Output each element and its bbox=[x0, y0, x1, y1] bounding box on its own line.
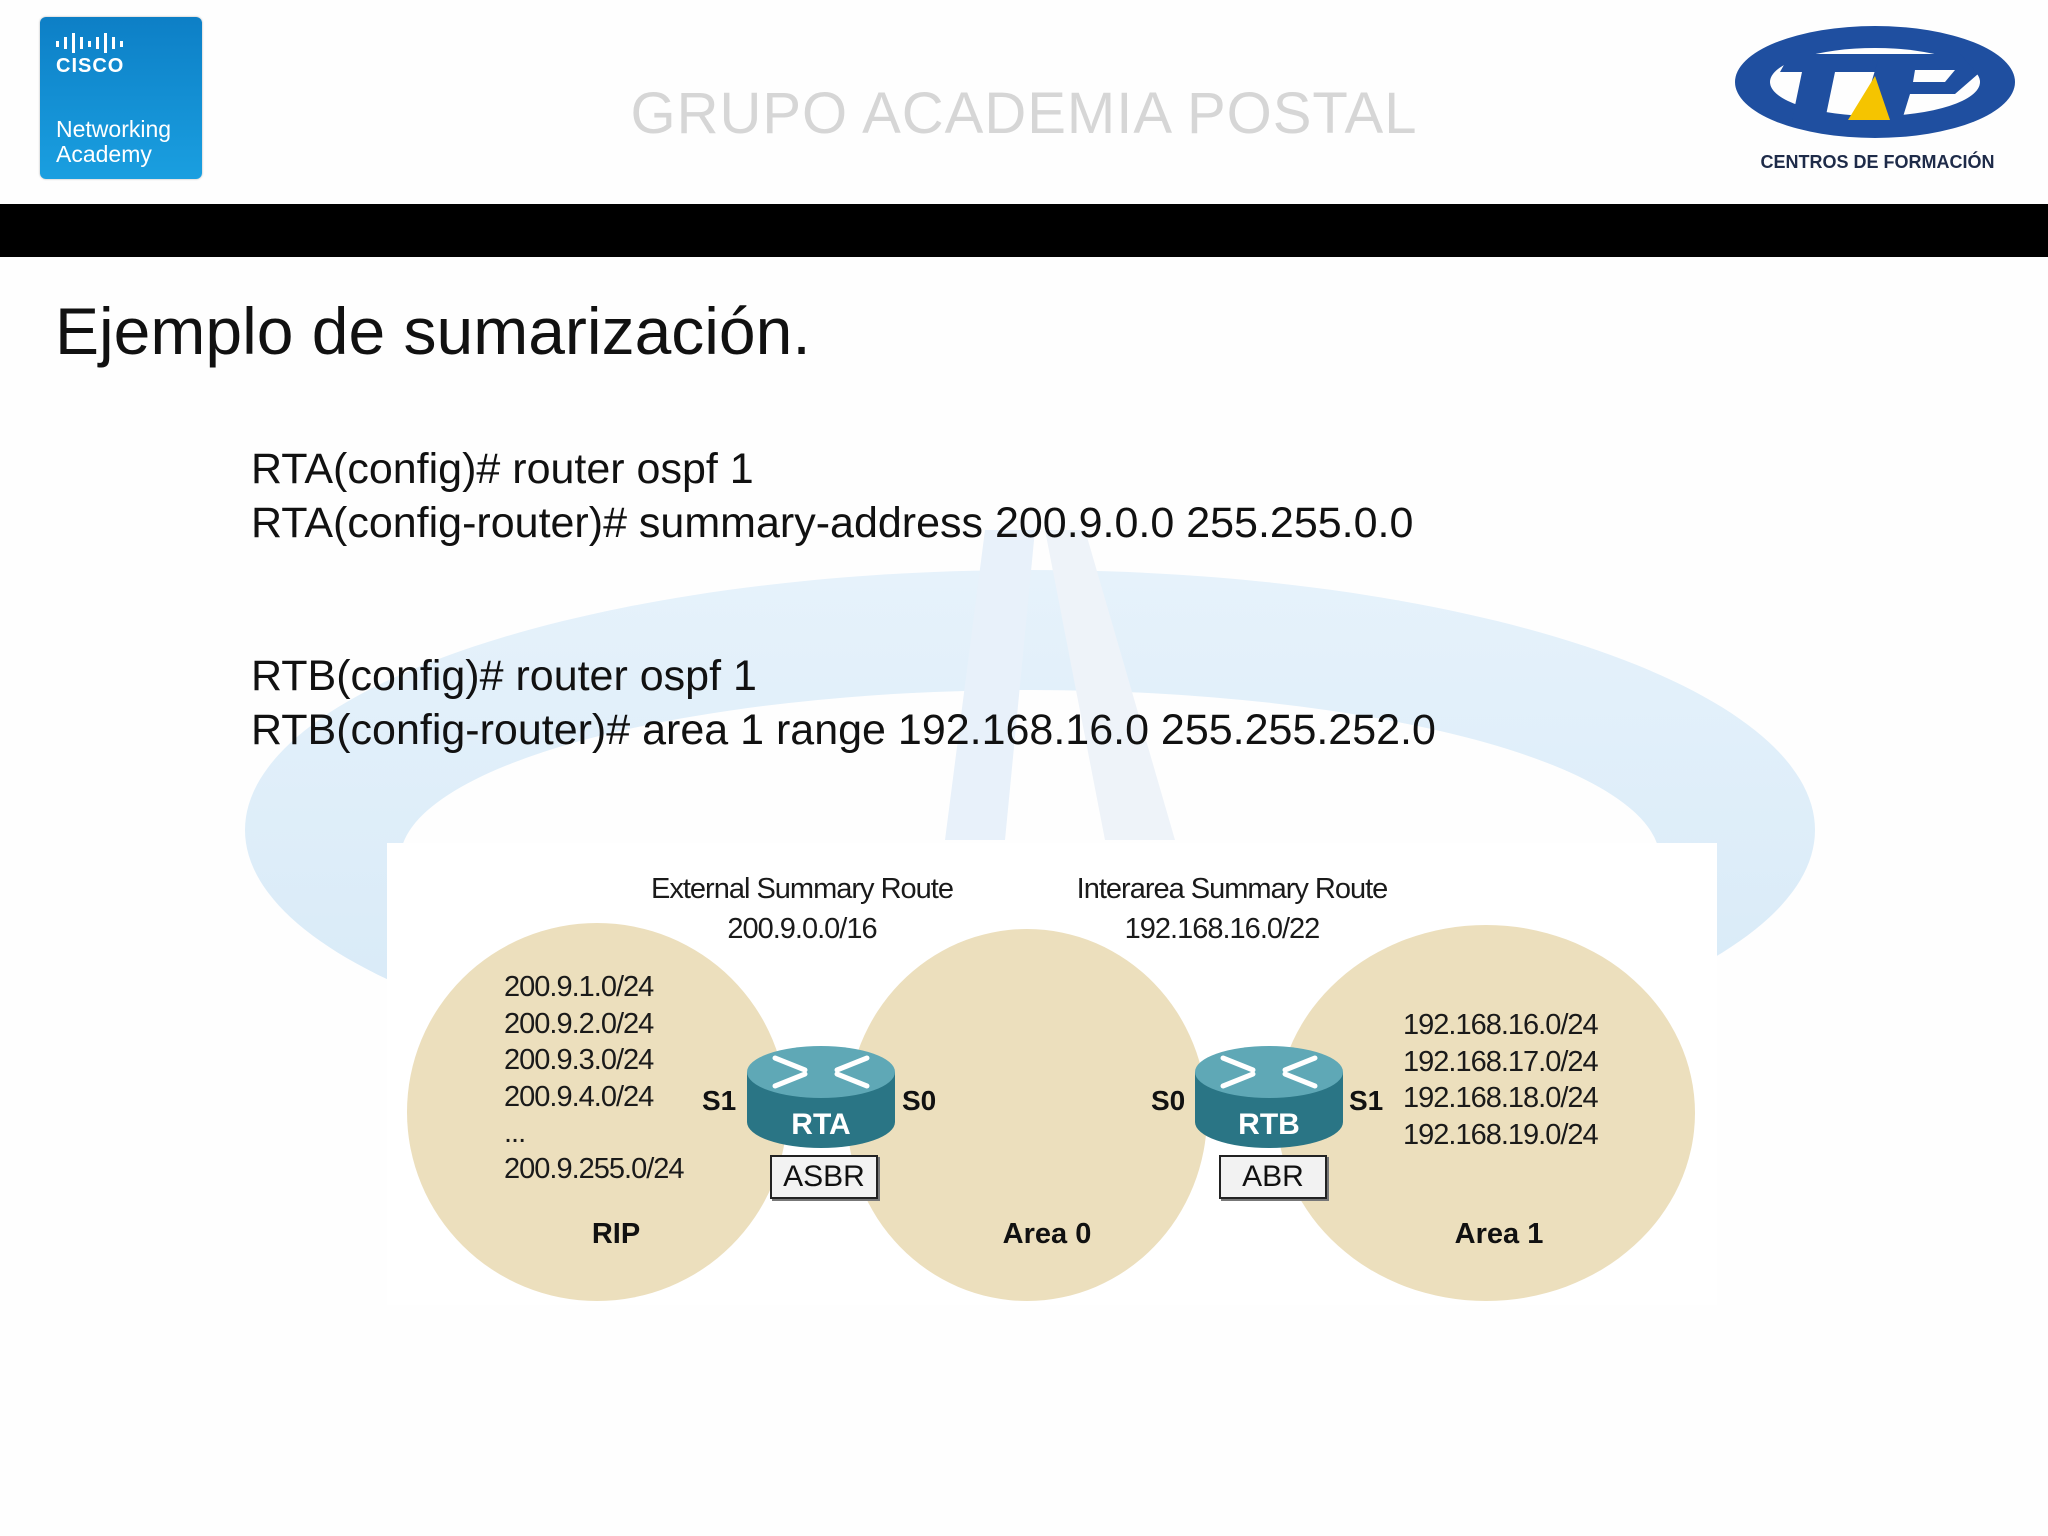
router-rta-label: RTA bbox=[791, 1108, 851, 1141]
brand-title: GRUPO ACADEMIA POSTAL bbox=[630, 81, 1418, 146]
area1-network: 192.168.17.0/24 bbox=[1403, 1045, 1598, 1078]
ospf-summarization-diagram bbox=[387, 843, 1717, 1305]
cap-logo-caption: CENTROS DE FORMACIÓN bbox=[1760, 152, 1995, 172]
abr-role-box: ABR bbox=[1219, 1155, 1327, 1199]
router-rtb-label: RTB bbox=[1238, 1108, 1300, 1141]
rip-network: 200.9.3.0/24 bbox=[504, 1044, 654, 1076]
rtb-command-line: RTB(config-router)# area 1 range 192.168.16.0 255.255.252.0 bbox=[251, 706, 1436, 754]
slide-header bbox=[0, 0, 2048, 204]
interarea-summary-network: 192.168.16.0/22 bbox=[1124, 913, 1320, 945]
area0-label: Area 0 bbox=[1002, 1218, 1092, 1250]
rta-command-line: RTA(config)# router ospf 1 bbox=[251, 445, 754, 493]
rip-area-label: RIP bbox=[591, 1218, 641, 1250]
rtb-command-line: RTB(config)# router ospf 1 bbox=[251, 652, 757, 700]
asbr-role-box: ASBR bbox=[770, 1155, 878, 1199]
external-summary-title: External Summary Route bbox=[651, 873, 953, 905]
cisco-bars-icon bbox=[56, 33, 136, 53]
area1-network: 192.168.19.0/24 bbox=[1403, 1118, 1598, 1151]
page-title: Ejemplo de sumarización. bbox=[55, 294, 811, 368]
area1-network: 192.168.18.0/24 bbox=[1403, 1082, 1598, 1114]
cisco-wordmark: CISCO bbox=[56, 55, 125, 77]
rta-s1-interface-label: S1 bbox=[702, 1085, 737, 1116]
rip-network-list bbox=[504, 969, 684, 1188]
interarea-summary-title: Interarea Summary Route bbox=[1076, 873, 1388, 905]
rip-network: 200.9.4.0/24 bbox=[504, 1080, 654, 1113]
rip-network: 200.9.1.0/24 bbox=[504, 971, 654, 1003]
rtb-commands bbox=[251, 649, 1436, 757]
external-summary-network: 200.9.0.0/16 bbox=[727, 913, 877, 945]
area1-network: 192.168.16.0/24 bbox=[1403, 1009, 1598, 1041]
rta-command-line: RTA(config-router)# summary-address 200.9.0.0 255.255.0.0 bbox=[251, 499, 1414, 547]
area1-network-list bbox=[1403, 1007, 1598, 1153]
networking-label: Networking bbox=[56, 116, 172, 142]
area1-label: Area 1 bbox=[1454, 1218, 1544, 1250]
rip-network-ellipsis: ... bbox=[504, 1117, 526, 1149]
rtb-s0-interface-label: S0 bbox=[1151, 1085, 1186, 1116]
header-divider-bar bbox=[0, 204, 2048, 257]
rip-network: 200.9.2.0/24 bbox=[504, 1007, 654, 1040]
rta-s0-interface-label: S0 bbox=[902, 1085, 937, 1116]
rtb-s1-interface-label: S1 bbox=[1349, 1085, 1384, 1116]
academy-label: Academy bbox=[56, 141, 152, 167]
rip-network: 200.9.255.0/24 bbox=[504, 1153, 684, 1185]
rta-commands bbox=[251, 442, 1413, 550]
